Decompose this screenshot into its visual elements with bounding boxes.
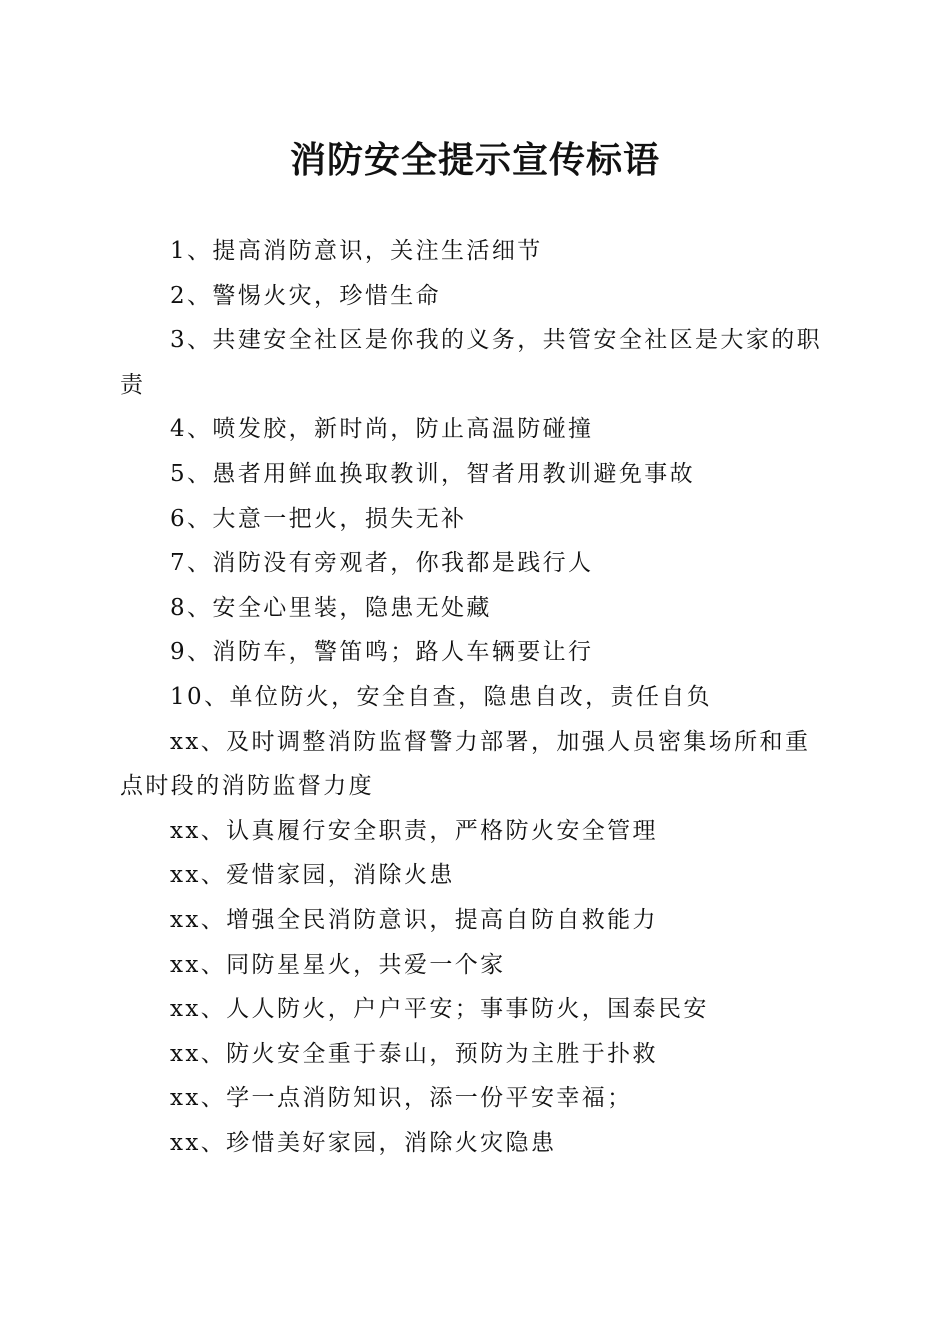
slogan-item: xx、增强全民消防意识，提高自防自救能力 xyxy=(170,906,658,933)
slogan-item: xx、认真履行安全职责，严格防火安全管理 xyxy=(170,817,658,844)
slogan-item: xx、及时调整消防监督警力部署，加强人员密集场所和重点时段的消防监督力度 xyxy=(120,728,811,800)
slogan-item: xx、学一点消防知识，添一份平安幸福； xyxy=(170,1085,633,1112)
slogan-item: 7、消防没有旁观者，你我都是践行人 xyxy=(170,550,594,577)
slogan-list xyxy=(120,229,830,1165)
slogan-item: 8、安全心里装，隐患无处藏 xyxy=(170,594,492,621)
slogan-item: xx、人人防火，户户平安；事事防火，国泰民安 xyxy=(170,996,709,1023)
slogan-item: xx、爱惜家园，消除火患 xyxy=(170,862,455,889)
slogan-item: 6、大意一把火，损失无补 xyxy=(170,505,467,532)
slogan-item: 10、单位防火，安全自查，隐患自改，责任自负 xyxy=(170,683,713,710)
slogan-item: xx、珍惜美好家园，消除火灾隐患 xyxy=(170,1129,557,1156)
slogan-item: 5、愚者用鲜血换取教训，智者用教训避免事故 xyxy=(170,460,696,487)
slogan-item: 1、提高消防意识，关注生活细节 xyxy=(170,238,543,264)
slogan-item: 4、喷发胶，新时尚，防止高温防碰撞 xyxy=(170,416,594,443)
slogan-item: 3、共建安全社区是你我的义务，共管安全社区是大家的职责 xyxy=(120,327,823,398)
slogan-item: 9、消防车，警笛鸣；路人车辆要让行 xyxy=(170,639,594,666)
slogan-item: xx、同防星星火，共爱一个家 xyxy=(170,951,506,978)
slogan-item: xx、防火安全重于泰山，预防为主胜于扑救 xyxy=(170,1040,658,1067)
slogan-item: 2、警惕火灾，珍惜生命 xyxy=(170,282,442,309)
document-title: 消防安全提示宣传标语 xyxy=(289,139,660,181)
